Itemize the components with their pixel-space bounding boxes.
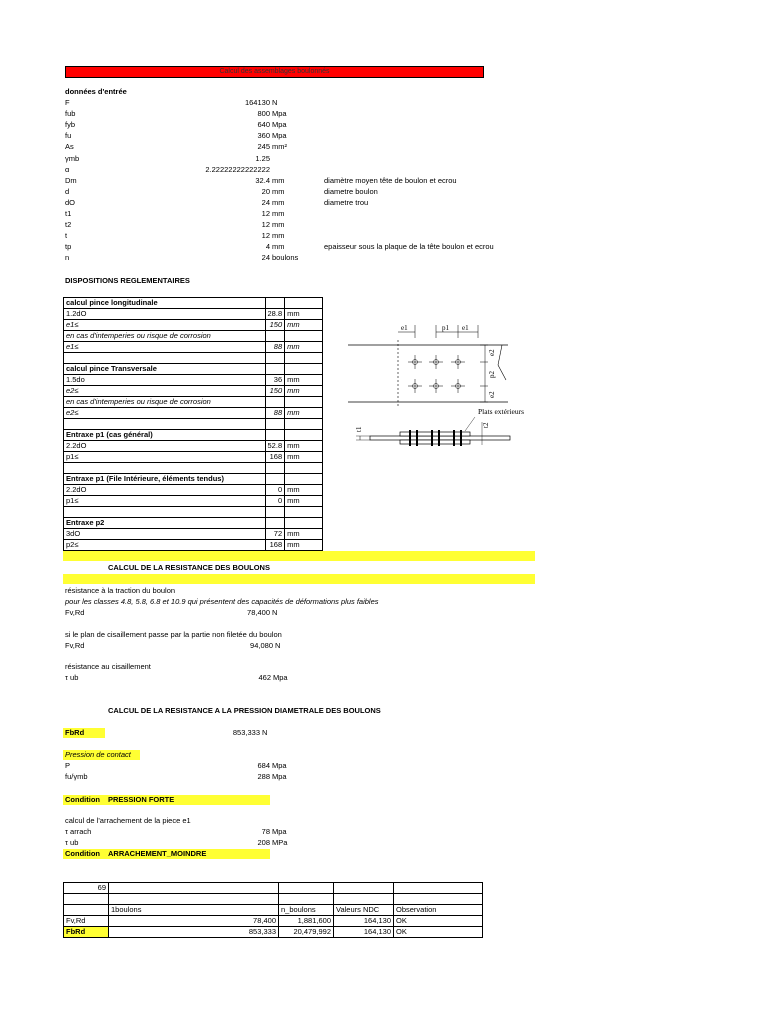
summary-row-obs: OK: [394, 927, 483, 938]
input-label: fu: [65, 131, 72, 141]
table-row: [64, 485, 323, 496]
disposition-label: p1≤: [64, 452, 266, 463]
input-unit: Mpa: [272, 120, 287, 130]
disposition-unit: [285, 419, 323, 430]
table-row: [64, 540, 323, 551]
table-row: [64, 320, 323, 331]
cond2-label: Condition: [65, 849, 100, 858]
cond2-value: ARRACHEMENT_MOINDRE: [108, 849, 207, 858]
title-bar: [65, 66, 484, 78]
cond1-value: PRESSION FORTE: [108, 795, 175, 804]
p-unit: Mpa: [272, 761, 287, 770]
disposition-value: 52.8: [265, 441, 285, 452]
disposition-value: [265, 507, 285, 518]
dispositions-heading: DISPOSITIONS REGLEMENTAIRES: [65, 276, 190, 285]
arr-title: calcul de l'arrachement de la piece e1: [65, 816, 191, 825]
table-row: [64, 463, 323, 474]
disposition-label: e2≤: [64, 386, 266, 397]
disposition-label: [64, 419, 266, 430]
input-value: 360: [257, 131, 270, 141]
input-label: fub: [65, 109, 76, 119]
disposition-label: Entraxe p1 (File Intérieure, éléments tendus): [64, 474, 266, 485]
input-unit: mm²: [272, 142, 287, 152]
tarr-value: 78: [261, 827, 270, 836]
disposition-unit: mm: [285, 485, 323, 496]
dispositions-table: [63, 297, 323, 551]
disposition-label: 2.2dO: [64, 485, 266, 496]
disposition-unit: [285, 507, 323, 518]
disposition-unit: [285, 463, 323, 474]
resistance-band-top: [63, 551, 535, 561]
disposition-label: e1≤: [64, 320, 266, 331]
fvrd1-label: Fv,Rd: [65, 608, 85, 617]
disposition-value: [265, 397, 285, 408]
fvrd1-value: 78,400: [247, 608, 270, 617]
disposition-label: calcul pince longitudinale: [64, 298, 266, 309]
disposition-unit: [285, 518, 323, 529]
disposition-value: 150: [265, 386, 285, 397]
summary-top-value: 69: [64, 883, 109, 894]
summary-row-label: Fv,Rd: [64, 916, 109, 927]
summary-row-n: 1,881,600: [279, 916, 334, 927]
p-value: 684: [257, 761, 270, 770]
resistance-band-bottom: [63, 574, 535, 584]
input-unit: mm: [272, 220, 285, 230]
disposition-label: 3dO: [64, 529, 266, 540]
disposition-unit: [285, 474, 323, 485]
disposition-unit: mm: [285, 540, 323, 551]
input-unit: mm: [272, 242, 285, 252]
input-note: diametre boulon: [324, 186, 378, 196]
input-unit: mm: [272, 175, 285, 185]
disposition-unit: mm: [285, 309, 323, 320]
input-value: 12: [261, 220, 270, 230]
input-value: 32.4: [255, 175, 270, 185]
input-label: F: [65, 98, 70, 107]
disposition-label: [64, 507, 266, 518]
fvrd2-value: 94,080: [250, 641, 273, 650]
input-label: t2: [65, 220, 72, 230]
disposition-value: 72: [265, 529, 285, 540]
disposition-value: [265, 364, 285, 375]
disposition-unit: mm: [285, 375, 323, 386]
input-value: 12: [261, 231, 270, 241]
table-row: [64, 430, 323, 441]
table-row: [64, 331, 323, 342]
input-note: diamètre moyen tête de boulon et ecrou: [324, 175, 457, 185]
traction-title: résistance à la traction du boulon: [65, 586, 176, 595]
summary-row-obs: OK: [394, 916, 483, 927]
table-row: [64, 397, 323, 408]
disposition-value: [265, 430, 285, 441]
disposition-value: [265, 331, 285, 342]
disposition-unit: mm: [285, 408, 323, 419]
disposition-label: p1≤: [64, 496, 266, 507]
input-value: 1.25: [255, 153, 270, 163]
p2-label: p2: [488, 371, 496, 378]
disposition-unit: [285, 331, 323, 342]
title-text: Calcul des assemblages boulonnés: [219, 68, 330, 75]
table-row: [64, 452, 323, 463]
disposition-label: 1.2dO: [64, 309, 266, 320]
disposition-unit: [285, 364, 323, 375]
disposition-unit: mm: [285, 441, 323, 452]
plan-title: si le plan de cisaillement passe par la partie non filetée du boulon: [65, 630, 282, 639]
input-label: n: [65, 253, 70, 263]
input-value: 640: [257, 120, 270, 130]
disposition-label: en cas d'intemperies ou risque de corrosion: [64, 397, 266, 408]
input-label: t: [65, 231, 68, 241]
disposition-value: 168: [265, 540, 285, 551]
summary-header-1: 1boulons: [109, 905, 279, 916]
fu-value: 288: [257, 772, 270, 781]
input-value: 2.22222222222222: [205, 164, 270, 174]
resistance-heading: CALCUL DE LA RESISTANCE DES BOULONS: [108, 563, 270, 572]
disposition-label: p2≤: [64, 540, 266, 551]
cis-title: résistance au cisaillement: [65, 662, 151, 671]
table-row: [64, 408, 323, 419]
disposition-unit: [285, 397, 323, 408]
disposition-value: 28.8: [265, 309, 285, 320]
summary-row-ndc: 164,130: [334, 927, 394, 938]
fvrd2-unit: N: [275, 641, 281, 650]
table-row: [64, 364, 323, 375]
fu-unit: Mpa: [272, 772, 287, 781]
input-unit: Mpa: [272, 109, 287, 119]
summary-header-4: Observation: [394, 905, 483, 916]
table-row: [64, 927, 483, 938]
disposition-value: [265, 419, 285, 430]
input-value: 245: [257, 142, 270, 152]
fbrd-value: 853,333: [232, 728, 260, 737]
input-label: α: [65, 164, 70, 174]
table-row: [64, 529, 323, 540]
disposition-unit: mm: [285, 529, 323, 540]
t1-label: t1: [355, 426, 363, 432]
input-unit: Mpa: [272, 131, 287, 141]
input-unit: boulons: [272, 253, 299, 263]
input-value: 800: [257, 109, 270, 119]
tub-label: τ ub: [65, 673, 79, 682]
tarr-label: τ arrach: [65, 827, 92, 836]
tub-value: 462: [258, 673, 271, 682]
tarr-unit: Mpa: [272, 827, 287, 836]
disposition-label: 1.5do: [64, 375, 266, 386]
table-row: [64, 309, 323, 320]
tub2-unit: MPa: [272, 838, 288, 847]
table-row: [64, 507, 323, 518]
disposition-value: 0: [265, 496, 285, 507]
input-label: fyb: [65, 120, 76, 130]
table-row: [64, 518, 323, 529]
input-value: 24: [261, 253, 270, 263]
disposition-label: Entraxe p2: [64, 518, 266, 529]
table-row: [64, 353, 323, 364]
disposition-value: [265, 353, 285, 364]
input-unit: mm: [272, 231, 285, 241]
input-value: 12: [261, 209, 270, 218]
table-row: [64, 342, 323, 353]
disposition-label: en cas d'intemperies ou risque de corrosion: [64, 331, 266, 342]
pression-heading: CALCUL DE LA RESISTANCE A LA PRESSION DIAMETRALE DES BOULONS: [108, 706, 381, 715]
disposition-value: 36: [265, 375, 285, 386]
disposition-label: Entraxe p1 (cas général): [64, 430, 266, 441]
input-label: dO: [65, 197, 76, 207]
disposition-unit: [285, 298, 323, 309]
disposition-unit: mm: [285, 452, 323, 463]
disposition-value: 88: [265, 408, 285, 419]
input-unit: mm: [272, 186, 285, 196]
input-value: 20: [261, 186, 270, 196]
disposition-unit: [285, 430, 323, 441]
input-unit: mm: [272, 197, 285, 207]
table-row: [64, 386, 323, 397]
tub-unit: Mpa: [273, 673, 288, 682]
fbrd-label: FbRd: [65, 728, 85, 737]
p-label: P: [65, 761, 71, 770]
summary-header-0: [64, 905, 109, 916]
t2-label: t2: [482, 422, 490, 428]
disposition-unit: mm: [285, 342, 323, 353]
input-label: d: [65, 186, 70, 196]
e1-label-right: e1: [462, 324, 469, 332]
disposition-value: [265, 474, 285, 485]
disposition-value: [265, 298, 285, 309]
input-note: epaisseur sous la plaque de la tête boulon et ecrou: [324, 242, 494, 252]
contact-title: Pression de contact: [65, 750, 131, 759]
plats-exterieurs-label: Plats extérieurs: [478, 407, 525, 416]
disposition-value: 150: [265, 320, 285, 331]
input-note: diametre trou: [324, 197, 369, 207]
disposition-value: 88: [265, 342, 285, 353]
input-value: 164130: [244, 98, 270, 107]
table-row: [64, 298, 323, 309]
table-row: [64, 474, 323, 485]
input-value: 24: [261, 197, 270, 207]
bolt-layout-diagram: [330, 310, 525, 465]
disposition-value: 168: [265, 452, 285, 463]
table-row: [64, 419, 323, 430]
summary-row-n: 20,479,992: [279, 927, 334, 938]
fbrd-unit: N: [262, 728, 268, 737]
table-row: [64, 916, 483, 927]
input-unit: N: [272, 98, 278, 107]
disposition-label: e2≤: [64, 408, 266, 419]
disposition-value: 0: [265, 485, 285, 496]
input-label: tp: [65, 242, 72, 252]
fvrd1-unit: N: [272, 608, 278, 617]
disposition-unit: mm: [285, 386, 323, 397]
disposition-label: [64, 353, 266, 364]
summary-row-ndc: 164,130: [334, 916, 394, 927]
disposition-unit: [285, 353, 323, 364]
disposition-unit: mm: [285, 320, 323, 331]
input-label: Dm: [65, 175, 77, 185]
e2-label: e2: [488, 349, 496, 356]
table-row: [64, 496, 323, 507]
input-label: t1: [65, 209, 72, 218]
summary-table: [63, 882, 483, 938]
summary-row-label: FbRd: [64, 927, 109, 938]
disposition-value: [265, 463, 285, 474]
table-row: [64, 441, 323, 452]
e1-label: e1: [401, 324, 408, 332]
input-unit: mm: [272, 209, 285, 218]
input-label: γmb: [65, 153, 80, 163]
traction-note: pour les classes 4.8, 5.8, 6.8 et 10.9 qui présentent des capacités de déformations plus faibles: [65, 597, 379, 606]
disposition-label: 2.2dO: [64, 441, 266, 452]
disposition-value: [265, 518, 285, 529]
summary-header-2: n_boulons: [279, 905, 334, 916]
cond1-label: Condition: [65, 795, 100, 804]
inputs-heading: données d'entrée: [65, 87, 127, 96]
fu-label: fu/γmb: [65, 772, 88, 781]
disposition-label: calcul pince Transversale: [64, 364, 266, 375]
input-value: 4: [265, 242, 270, 252]
disposition-label: [64, 463, 266, 474]
table-row: [64, 375, 323, 386]
summary-row-one: 78,400: [109, 916, 279, 927]
disposition-unit: mm: [285, 496, 323, 507]
input-label: As: [65, 142, 74, 152]
tub2-value: 208: [257, 838, 270, 847]
disposition-label: e1≤: [64, 342, 266, 353]
e2-label-bottom: e2: [488, 391, 496, 398]
summary-header-3: Valeurs NDC: [334, 905, 394, 916]
summary-row-one: 853,333: [109, 927, 279, 938]
fvrd2-label: Fv,Rd: [65, 641, 85, 650]
tub2-label: τ ub: [65, 838, 79, 847]
p1-label: p1: [442, 324, 449, 332]
